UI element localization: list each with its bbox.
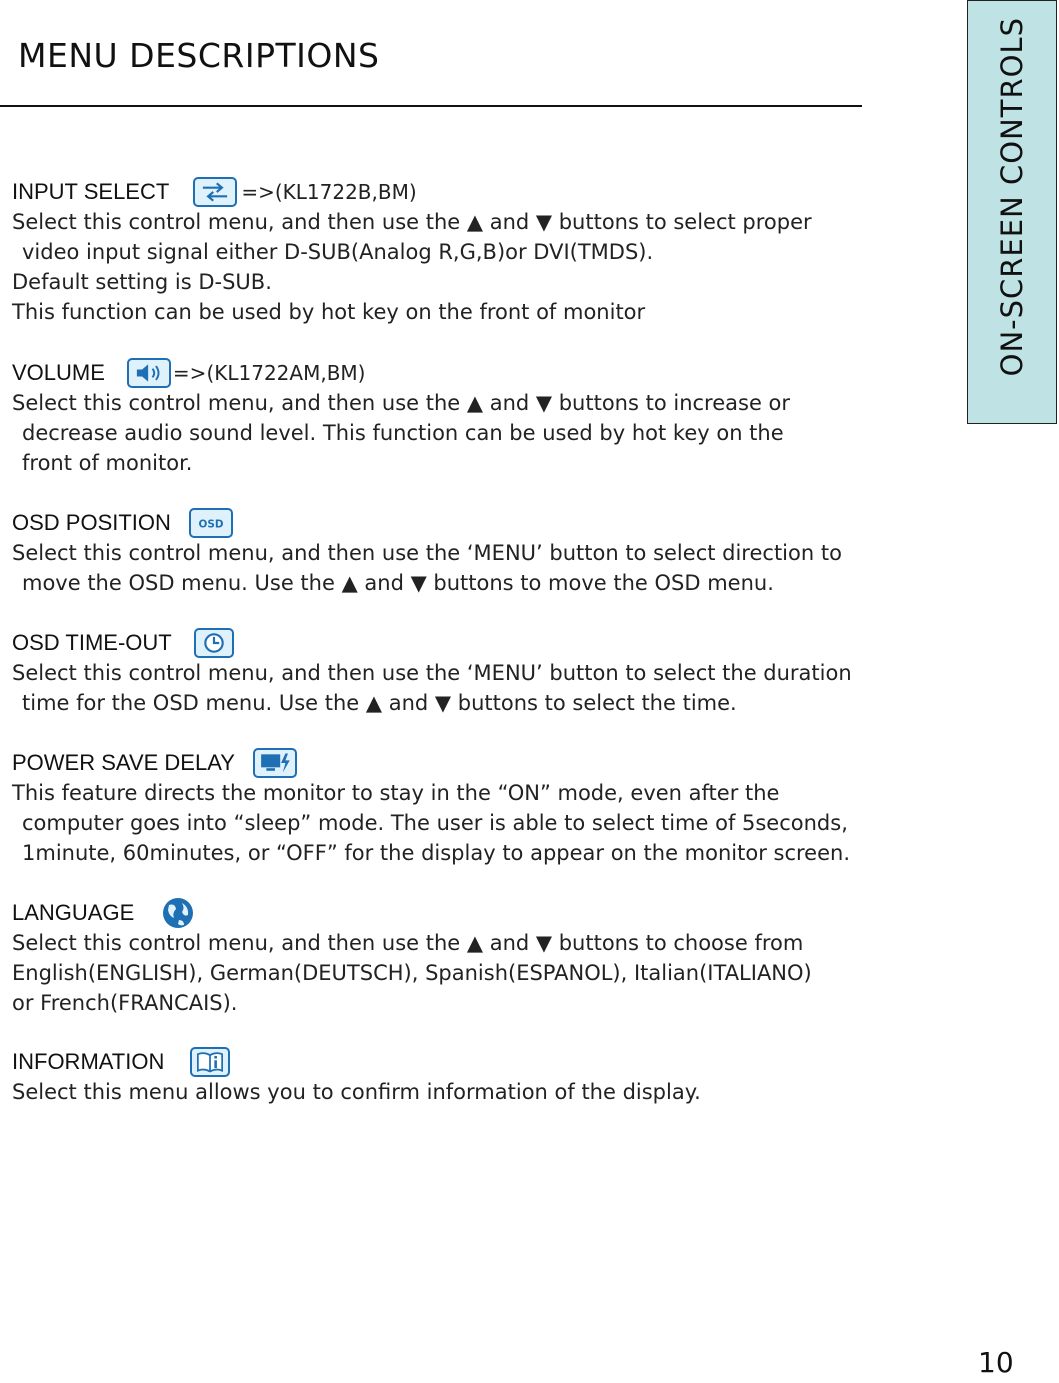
section-input-select [12, 177, 952, 327]
body-line: This function can be used by hot key on the front of monitor [12, 300, 646, 324]
speaker-icon [127, 358, 171, 388]
osd-icon [189, 508, 233, 538]
body-line: decrease audio sound level. This function can be used by hot key on the [22, 421, 784, 445]
body-line: Select this control menu, and then use the ▲ and ▼ buttons to choose from [12, 931, 804, 955]
section-header [12, 358, 952, 388]
clock-icon [194, 628, 234, 658]
body-line: move the OSD menu. Use the ▲ and ▼ buttons to move the OSD menu. [22, 571, 774, 595]
page-title: MENU DESCRIPTIONS [18, 36, 380, 75]
body-line: Default setting is D-SUB. [12, 270, 272, 294]
section-language [12, 898, 952, 1018]
body-line: video input signal either D-SUB(Analog R,G,B)or DVI(TMDS). [22, 240, 654, 264]
body-line: or French(FRANCAIS). [12, 991, 238, 1015]
body-line: Select this control menu, and then use the ‘MENU’ button to select the duration [12, 661, 852, 685]
section-header [12, 898, 952, 928]
model-note: =>(KL1722B,BM) [241, 180, 417, 204]
section-volume [12, 358, 952, 478]
body-line: Select this control menu, and then use the ▲ and ▼ buttons to increase or [12, 391, 791, 415]
section-power-save [12, 748, 952, 868]
body-line: Select this control menu, and then use the ‘MENU’ button to select direction to [12, 541, 842, 565]
section-header [12, 177, 952, 207]
section-heading: POWER SAVE DELAY [12, 750, 235, 775]
body-line: Select this control menu, and then use the ▲ and ▼ buttons to select proper [12, 210, 812, 234]
section-heading: VOLUME [12, 360, 105, 385]
title-divider [0, 105, 862, 107]
body-line: computer goes into “sleep” mode. The user is able to select time of 5seconds, [22, 811, 848, 835]
section-header [12, 508, 952, 538]
section-heading: OSD TIME-OUT [12, 630, 172, 655]
section-heading: LANGUAGE [12, 900, 135, 925]
body-line: front of monitor. [22, 451, 193, 475]
section-header [12, 628, 952, 658]
body-line: 1minute, 60minutes, or “OFF” for the display to appear on the monitor screen. [22, 841, 850, 865]
section-heading: INFORMATION [12, 1049, 165, 1074]
side-tab [967, 0, 1057, 424]
globe-icon [160, 895, 196, 931]
body-line: time for the OSD menu. Use the ▲ and ▼ buttons to select the time. [22, 691, 737, 715]
section-heading: OSD POSITION [12, 510, 171, 535]
body-line: English(ENGLISH), German(DEUTSCH), Spanish(ESPANOL), Italian(ITALIANO) [12, 961, 812, 985]
body-line: This feature directs the monitor to stay in the “ON” mode, even after the [12, 781, 780, 805]
side-tab-label: ON-SCREEN CONTROLS [995, 17, 1029, 377]
model-note: =>(KL1722AM,BM) [172, 361, 366, 385]
section-header [12, 748, 952, 778]
section-osd-position [12, 508, 952, 598]
section-header [12, 1047, 952, 1077]
info-book-icon [190, 1047, 230, 1077]
section-osd-timeout [12, 628, 952, 718]
body-line: Select this menu allows you to confirm information of the display. [12, 1080, 701, 1104]
osd-icon-label: OSD [198, 518, 224, 531]
section-information [12, 1047, 952, 1107]
section-heading: INPUT SELECT [12, 179, 170, 204]
power-save-icon [253, 748, 297, 778]
page-number: 10 [978, 1346, 1014, 1379]
input-switch-icon [193, 177, 237, 207]
